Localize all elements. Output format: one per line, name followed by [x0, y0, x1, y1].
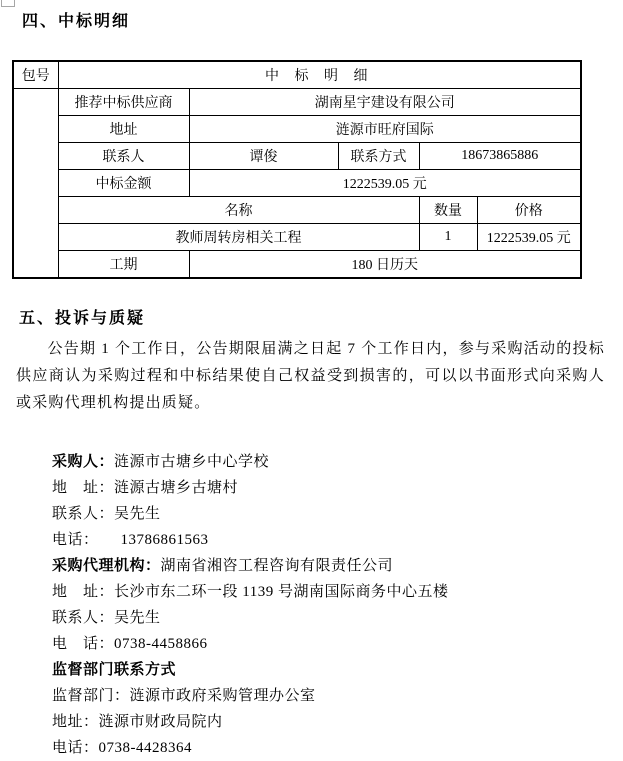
complaint-paragraph: 公告期 1 个工作日，公告期限届满之日起 7 个工作日内，参与采购活动的投标供应商认为采购过程和中标结果使自己权益受到损害的，可以以书面形式向采购人或采购代理机构提出质疑。: [16, 341, 605, 411]
table-row: [13, 251, 581, 279]
supervision-dept-value: 涟源市政府采购管理办公室: [129, 688, 316, 704]
contact-value-cell: 谭俊: [189, 143, 338, 170]
amount-value-cell: 1222539.05 元: [189, 170, 581, 197]
agency-contact-line: [52, 609, 623, 628]
purchaser-address-label: 地 址：: [52, 480, 115, 496]
contact-method-value-cell: 18673865886: [419, 143, 581, 170]
package-no-header-cell: 包号: [13, 61, 58, 89]
agency-phone-line: [52, 635, 623, 654]
table-row: [13, 197, 581, 224]
price-header-cell: 价格: [477, 197, 581, 224]
purchaser-address-value: 涟源古塘乡古塘村: [114, 480, 239, 496]
supplier-label-cell: 推荐中标供应商: [58, 89, 189, 116]
duration-label-cell: 工期: [58, 251, 189, 279]
supervision-heading: 监督部门联系方式: [52, 662, 177, 678]
purchaser-contact-line: [52, 505, 623, 524]
table-title-cell: 中 标 明 细: [58, 61, 581, 89]
agency-contact-value: 吴先生: [114, 610, 161, 626]
table-row: [13, 170, 581, 197]
purchaser-name-line: [52, 453, 623, 472]
agency-phone-label: 电 话：: [52, 636, 115, 652]
contact-method-label-cell: 联系方式: [338, 143, 419, 170]
supervision-phone-value: 0738-4428364: [98, 740, 193, 756]
supervision-dept-line: [52, 687, 623, 706]
table-row: [13, 61, 581, 89]
section5-heading: 五、投诉与质疑: [19, 310, 146, 327]
supervision-address-line: [52, 713, 623, 732]
qty-header-cell: 数量: [419, 197, 477, 224]
item-qty-cell: 1: [419, 224, 477, 251]
purchaser-phone-line: [52, 531, 623, 550]
bid-detail-table: [12, 60, 582, 279]
table-row: [13, 116, 581, 143]
duration-value-cell: 180 日历天: [189, 251, 581, 279]
table-corner-artifact: [1, 0, 15, 7]
name-header-cell: 名称: [58, 197, 419, 224]
agency-name-value: 湖南省湘咨工程咨询有限责任公司: [160, 558, 394, 574]
address-label-cell: 地址: [58, 116, 189, 143]
contact-label-cell: 联系人: [58, 143, 189, 170]
supervision-phone-label: 电话：: [52, 740, 99, 756]
contact-info-block: [52, 453, 623, 758]
address-value-cell: 涟源市旺府国际: [189, 116, 581, 143]
table-row: [13, 224, 581, 251]
package-no-empty-cell: [13, 89, 58, 279]
agency-name-label: 采购代理机构：: [52, 558, 161, 574]
purchaser-name-value: 涟源市古塘乡中心学校: [114, 454, 270, 470]
purchaser-contact-label: 联系人：: [52, 506, 115, 522]
agency-address-line: [52, 583, 623, 602]
purchaser-name-label: 采购人：: [52, 454, 115, 470]
item-price-cell: 1222539.05 元: [477, 224, 581, 251]
supervision-phone-line: [52, 739, 623, 758]
purchaser-address-line: [52, 479, 623, 498]
agency-address-label: 地 址：: [52, 584, 115, 600]
purchaser-phone-value: 13786861563: [120, 532, 209, 548]
agency-contact-label: 联系人：: [52, 610, 115, 626]
table-row: [13, 143, 581, 170]
section4-heading: 四、中标明细: [22, 13, 131, 30]
agency-name-line: [52, 557, 623, 576]
purchaser-contact-value: 吴先生: [114, 506, 161, 522]
table-row: [13, 89, 581, 116]
supervision-dept-label: 监督部门：: [52, 688, 130, 704]
agency-phone-value: 0738-4458866: [114, 636, 208, 652]
supplier-value-cell: 湖南星宇建设有限公司: [189, 89, 581, 116]
amount-label-cell: 中标金额: [58, 170, 189, 197]
supervision-address-value: 涟源市财政局院内: [98, 714, 223, 730]
supervision-address-label: 地址：: [52, 714, 99, 730]
item-name-cell: 教师周转房相关工程: [58, 224, 419, 251]
purchaser-phone-label: 电话：: [52, 532, 99, 548]
agency-address-value: 长沙市东二环一段 1139 号湖南国际商务中心五楼: [114, 584, 449, 600]
